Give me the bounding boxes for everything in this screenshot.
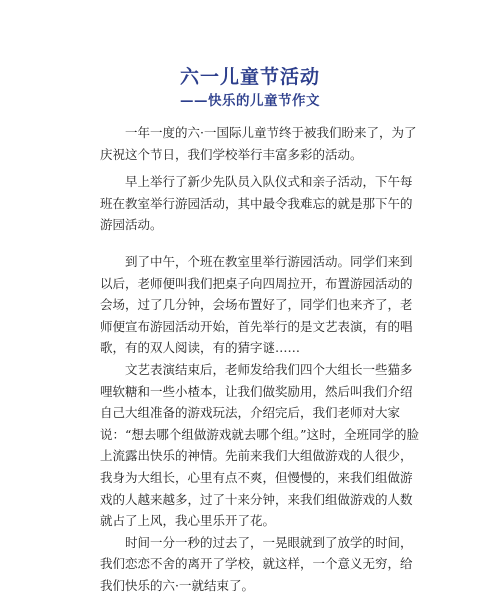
page-subtitle: ——快乐的儿童节作文 [180,93,320,109]
paragraph-5: 时间一分一秒的过去了，一晃眼就到了放学的时间，我们恋恋不舍的离开了学校，就这样，一个意义无穷，给我们快乐的六·一就结束了。 [100,534,413,593]
paragraph-1: 一年一度的六·一国际儿童节终于被我们盼来了，为了庆祝这个节日，我们学校举行丰富多彩的活动。 [100,125,417,162]
paragraph-3: 到了中午，个班在教室里举行游园活动。同学们来到以后，老师便叫我们把桌子向四周拉开，布置游园活动的会场，过了几分钟，会场布置好了，同学们也来齐了，老师便宣布游园活动开始，首先举行的是文艺表演，有的唱歌，有的双人阅读，有的猜字谜…… [100,253,413,356]
page-title: 六一儿童节活动 [179,66,320,88]
article-body [100,122,420,596]
paragraph-4: 文艺表演结束后，老师发给我们四个大组长一些猫多哩软糖和一些小楂本，让我们做奖励用，然后叫我们介绍自己大组准备的游戏玩法，介绍完后，我们老师对大家说：“想去哪个组做游戏就去哪个组。”这时，全班同学的脸上流露出快乐的神情。先前来我们大组做游戏的人很少，我身为大组长，心里有点不爽，但慢慢的，来我们组做游戏的人越来越多，过了十来分钟，来我们组做游戏的人数就占了上风，我心里乐开了花。 [100,361,420,529]
paragraph-2: 早上举行了新少先队员入队仪式和亲子活动，下午每班在教室举行游园活动，其中最令我难忘的就是那下午的游园活动。 [100,174,413,233]
